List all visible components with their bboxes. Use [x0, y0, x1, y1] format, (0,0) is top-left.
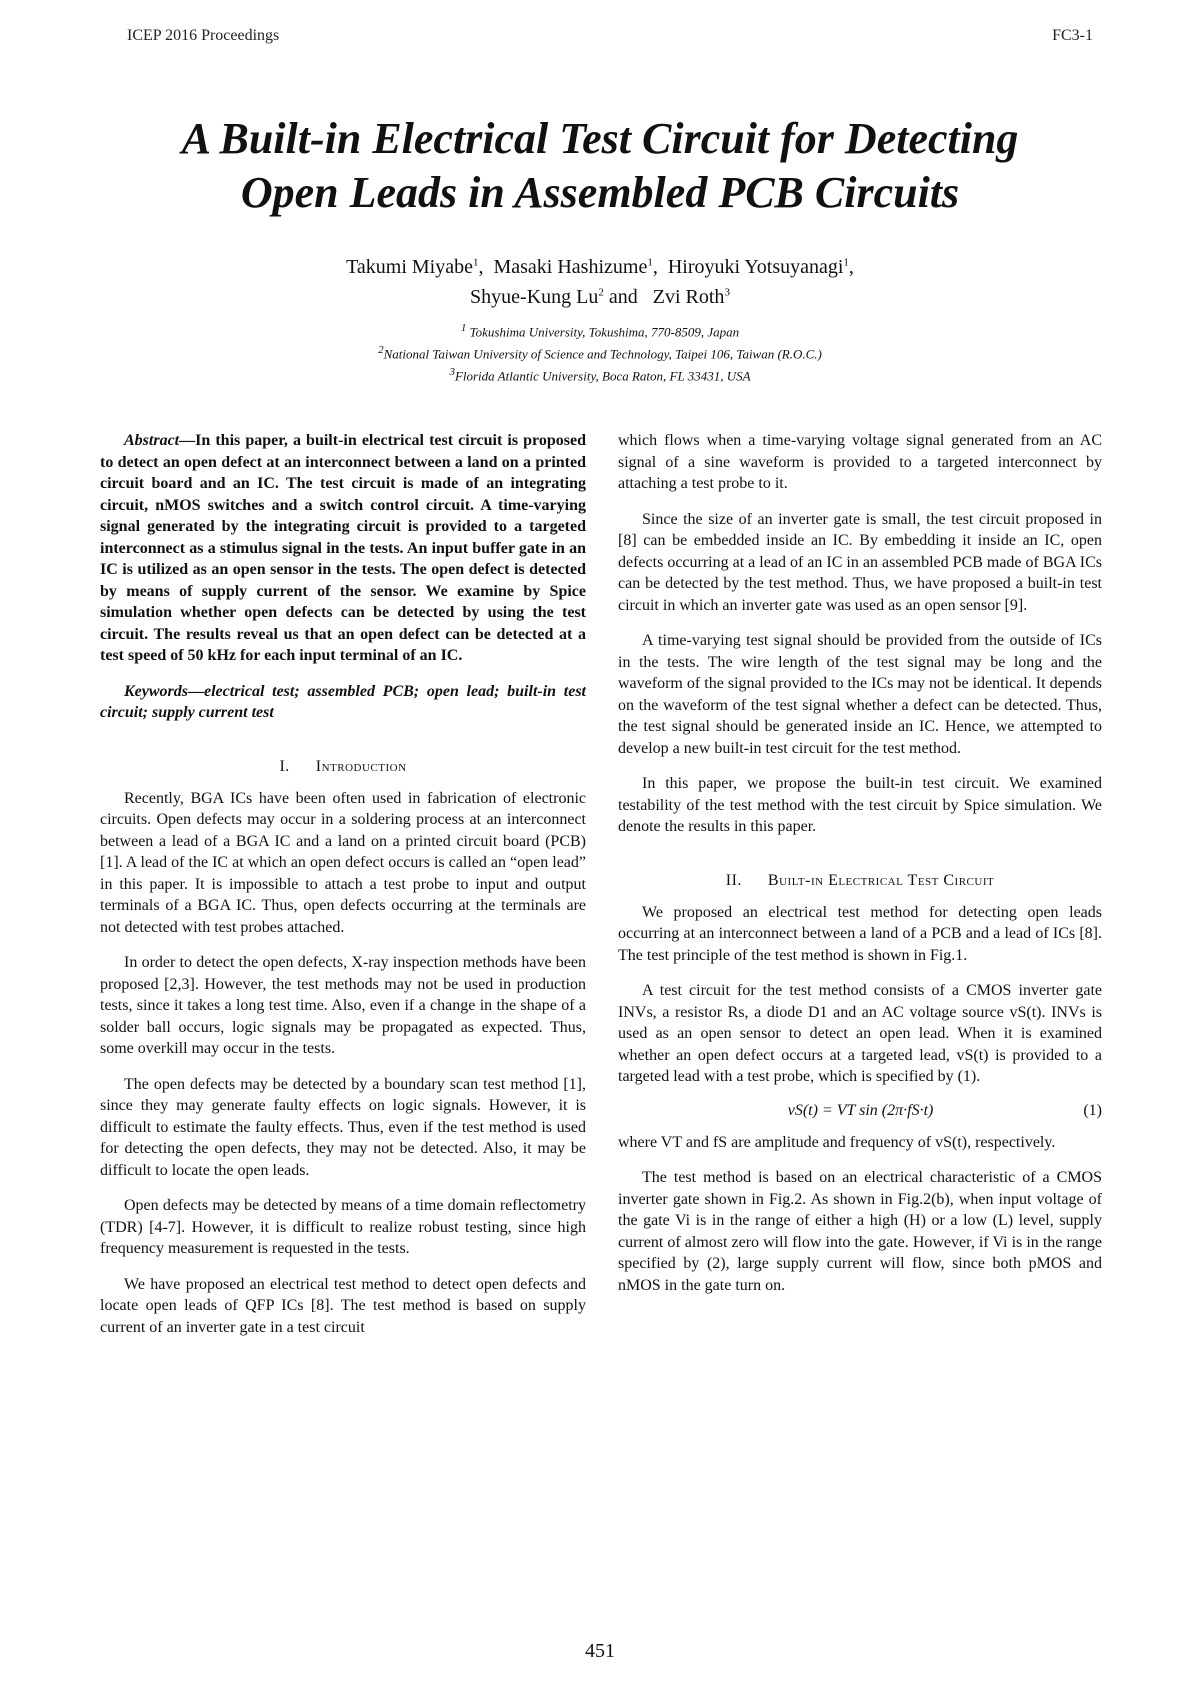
- author-sup: 2: [598, 286, 604, 299]
- affiliation-sup: 2: [378, 344, 384, 356]
- author-name: Shyue-Kung Lu: [470, 286, 599, 308]
- author-name: Takumi Miyabe: [346, 256, 473, 278]
- paragraph: Recently, BGA ICs have been often used in fabrication of electronic circuits. Open defects may occur in a soldering process at an interconnect between a lead of a BGA IC and a land on a printed circuit board (PCB) [1]. A lead of the IC at which an open defect occurs is called an “open lead” in this paper. It is impossible to attach a test probe to input and output terminals of a BGA IC. Thus, open defects occurring at the terminals are not detected with test probes attached.: [100, 789, 586, 936]
- author-conjunction: and: [608, 286, 638, 308]
- paragraph: We have proposed an electrical test method to detect open defects and locate open leads of QFP ICs [8]. The test method is based on supply current of an inverter gate in a test circuit: [100, 1275, 586, 1336]
- left-column: [100, 430, 586, 1352]
- paragraph: The test method is based on an electrical characteristic of a CMOS inverter gate shown in Fig.2. As shown in Fig.2(b), when input voltage of the gate Vi is in the range of either a high (H) or a low (L) level, supply current of almost zero will flow into the gate. However, if Vi is in the range specified by (2), large supply current will flow, since both pMOS and nMOS in the gate turn on.: [618, 1169, 1102, 1294]
- abstract-label: Abstract—: [124, 432, 196, 449]
- affiliation: [100, 322, 1100, 340]
- keywords-label: Keywords—: [124, 682, 204, 700]
- paragraph: A test circuit for the test method consists of a CMOS inverter gate INVs, a resistor Rs, a diode D1 and an AC voltage source vS(t). INVs is used as an open sensor to detect an open lead. When it is examined whether an open defect occurs at a targeted lead, vS(t) is provided to a targeted lead with a test probe, which is specified by (1).: [618, 982, 1102, 1085]
- running-header-left: ICEP 2016 Proceedings: [127, 27, 280, 44]
- paragraph: The open defects may be detected by a boundary scan test method [1], since they may generate faulty effects on logic signals. However, it is difficult to estimate the faulty effects. Thus, even if the test method is used for detecting the open defects, they may not be detected. Also, it may be difficult to locate the open leads.: [100, 1075, 586, 1179]
- paragraph: which flows when a time-varying voltage signal generated from an AC signal of a sine waveform is provided to a targeted interconnect by attaching a test probe to it.: [618, 432, 1102, 492]
- keywords-text: electrical test; assembled PCB; open lead; built-in test circuit; supply current test: [100, 682, 586, 721]
- paragraph: In order to detect the open defects, X-ray inspection methods have been proposed [2,3]. However, the test methods may not be used in production tests, since it takes a long test time. Also, even if a change in the shape of a solder ball occurs, logic signals may be propagated as expected. Thus, some overkill may occur in the tests.: [100, 954, 586, 1057]
- page-number: 451: [585, 1640, 615, 1662]
- abstract-text: In this paper, a built-in electrical test circuit is proposed to detect an open defect at an interconnect between a land on a printed circuit board and an IC. The test circuit is made of an integrating circuit, nMOS switches and a switch control circuit. A time-varying signal generated by the integrating circuit is provided to a targeted interconnect as a stimulus signal in the tests. An input buffer gate in an IC is utilized as an open sensor in the tests. The open defect is detected by means of supply current of the sensor. We examine by Spice simulation whether open defects can be detected by using the test circuit. The results reveal us that an open defect can be detected at a test speed of 50 kHz for each input terminal of an IC.: [100, 432, 586, 664]
- section-title: Built-in Electrical Test Circuit: [767, 871, 995, 889]
- author-line-1: Takumi Miyabe$^1$, Masaki Hashizume$^1$, Hiroyuki Yotsuyanagi$^1$,: [346, 256, 854, 278]
- paragraph: Since the size of an inverter gate is small, the test circuit proposed in [8] can be embedded inside an IC. By embedding it inside an IC, open defects occurring at a lead of an IC in an assembled PCB made of BGA ICs can be detected by the test method. Thus, we have proposed a built-in test circuit in which an inverter gate was used as an open sensor [9].: [618, 510, 1102, 614]
- section-number: II.: [725, 871, 742, 889]
- equation-number: (1): [1083, 1101, 1102, 1119]
- affiliation-text: Tokushima University, Tokushima, 770-8509, Japan: [469, 324, 740, 340]
- paragraph: In this paper, we propose the built-in test circuit. We examined testability of the test method with the test circuit by Spice simulation. We denote the results in this paper.: [618, 775, 1102, 835]
- author-sup: 1: [472, 256, 479, 269]
- affiliation-text: Florida Atlantic University, Boca Raton, FL 33431, USA: [454, 368, 751, 384]
- paper-title-line-2: Open Leads in Assembled PCB Circuits: [240, 168, 960, 217]
- equation-1: [618, 1102, 1102, 1120]
- affiliation: [100, 366, 1100, 384]
- author-name: Zvi Roth: [652, 286, 725, 308]
- paper-title-line-1: A Built-in Electrical Test Circuit for Detecting: [181, 114, 1019, 163]
- abstract: [100, 430, 586, 667]
- running-header-right: FC3-1: [1052, 27, 1093, 44]
- paragraph: Open defects may be detected by means of a time domain reflectometry (TDR) [4-7]. However, it is difficult to realize robust testing, since high frequency measurement is requested in the tests.: [100, 1197, 586, 1257]
- affiliation: [100, 344, 1100, 362]
- section-heading-introduction: [100, 758, 586, 776]
- affiliation-sup: 3: [449, 366, 455, 378]
- right-column: [618, 430, 1102, 1310]
- affiliation-sup: 1: [460, 322, 467, 334]
- equation-body: vS(t) = VT sin (2π·fS·t): [787, 1101, 934, 1119]
- section-heading-test-circuit: [618, 872, 1102, 890]
- paragraph: where VT and fS are amplitude and frequency of vS(t), respectively.: [618, 1133, 1056, 1151]
- affiliation-text: National Taiwan University of Science and Technology, Taipei 106, Taiwan (R.O.C.): [383, 346, 822, 362]
- paragraph: We proposed an electrical test method for detecting open leads occurring at an interconnect between a land of a PCB and a lead of ICs [8]. The test principle of the test method is shown in Fig.1.: [618, 903, 1102, 964]
- author-line-2: [100, 286, 1100, 309]
- author-sup: 1: [843, 256, 849, 269]
- author-name: Masaki Hashizume: [493, 256, 648, 278]
- author-sup: 3: [724, 286, 730, 299]
- paragraph: A time-varying test signal should be provided from the outside of ICs in the tests. The wire length of the test signal may be long and the waveform of the signal provided to the ICs may not be identical. It depends on the waveform of the test signal whether a defect can be detected. Thus, the test signal should be generated inside an IC. Hence, we attempted to develop a new built-in test circuit for the test method.: [618, 632, 1102, 757]
- author-sup: 1: [647, 256, 653, 269]
- section-title: Introduction: [315, 757, 407, 775]
- author-name: Hiroyuki Yotsuyanagi: [667, 256, 844, 278]
- section-number: I.: [279, 757, 290, 775]
- keywords: [100, 681, 586, 724]
